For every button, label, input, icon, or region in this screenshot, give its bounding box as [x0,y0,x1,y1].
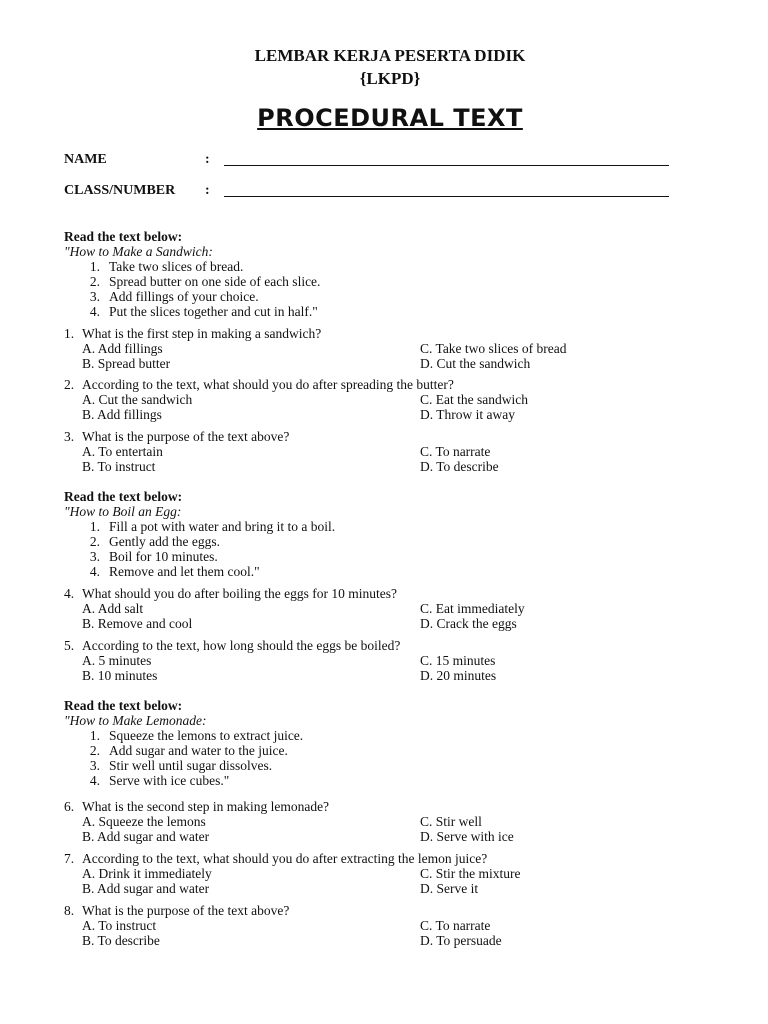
step-number: 4. [89,773,100,788]
option-a[interactable]: A. Cut the sandwich [82,392,193,407]
class-number-field-line[interactable] [224,196,669,197]
option-b[interactable]: B. Add sugar and water [82,829,210,844]
option-c[interactable]: C. Stir the mixture [420,866,521,881]
step-text: Take two slices of bread. [109,259,244,274]
option-c[interactable]: C. Eat immediately [420,601,525,616]
question-text: What is the first step in making a sandwich? [82,326,322,341]
question-number: 2. [64,377,75,392]
step-text: Serve with ice cubes." [109,773,230,788]
option-a[interactable]: A. Squeeze the lemons [82,814,206,829]
section-2-passage-title: "How to Boil an Egg: [64,504,182,519]
option-d[interactable]: D. Cut the sandwich [420,356,531,371]
option-b[interactable]: B. To describe [82,933,160,948]
question-text: According to the text, how long should the eggs be boiled? [82,638,401,653]
class-number-label: CLASS/NUMBER [64,183,176,198]
step-number: 3. [89,289,100,304]
section-3-passage-title: "How to Make Lemonade: [64,713,207,728]
step-number: 1. [89,259,100,274]
question-number: 8. [64,903,75,918]
step-text: Put the slices together and cut in half." [109,304,318,319]
header-line-1: LEMBAR KERJA PESERTA DIDIK [254,46,526,65]
section-1-passage-title: "How to Make a Sandwich: [64,244,213,259]
name-label: NAME [64,152,107,167]
page-title: PROCEDURAL TEXT [257,104,523,132]
option-c[interactable]: C. Take two slices of bread [420,341,567,356]
question-number: 3. [64,429,75,444]
option-d[interactable]: D. Serve with ice [420,829,514,844]
header-line-2: {LKPD} [359,69,421,88]
option-d[interactable]: D. To describe [420,459,499,474]
step-number: 2. [89,743,100,758]
option-a[interactable]: A. 5 minutes [82,653,152,668]
option-b[interactable]: B. Remove and cool [82,616,193,631]
step-text: Boil for 10 minutes. [109,549,218,564]
option-b[interactable]: B. To instruct [82,459,156,474]
step-text: Stir well until sugar dissolves. [109,758,273,773]
step-text: Squeeze the lemons to extract juice. [109,728,304,743]
section-3-read-label: Read the text below: [64,698,183,713]
step-text: Fill a pot with water and bring it to a boil. [109,519,336,534]
question-text: What is the second step in making lemonade? [82,799,330,814]
option-a[interactable]: A. To instruct [82,918,157,933]
option-a[interactable]: A. Drink it immediately [82,866,212,881]
option-d[interactable]: D. Throw it away [420,407,515,422]
step-number: 1. [89,519,100,534]
question-text: What is the purpose of the text above? [82,429,290,444]
step-text: Spread butter on one side of each slice. [109,274,321,289]
question-number: 6. [64,799,75,814]
option-a[interactable]: A. Add salt [82,601,144,616]
step-number: 4. [89,304,100,319]
question-text: What is the purpose of the text above? [82,903,290,918]
step-text: Gently add the eggs. [109,534,220,549]
step-number: 2. [89,534,100,549]
name-field-line[interactable] [224,165,669,166]
step-number: 2. [89,274,100,289]
class-number-colon: : [205,183,210,198]
option-c[interactable]: C. 15 minutes [420,653,496,668]
name-colon: : [205,152,210,167]
option-b[interactable]: B. Spread butter [82,356,171,371]
step-text: Add sugar and water to the juice. [109,743,288,758]
option-b[interactable]: B. Add sugar and water [82,881,210,896]
section-2-read-label: Read the text below: [64,489,183,504]
option-d[interactable]: D. To persuade [420,933,502,948]
option-d[interactable]: D. Serve it [420,881,479,896]
option-d[interactable]: D. Crack the eggs [420,616,517,631]
question-text: According to the text, what should you do after extracting the lemon juice? [82,851,488,866]
option-b[interactable]: B. 10 minutes [82,668,158,683]
step-text: Remove and let them cool." [109,564,260,579]
section-1-read-label: Read the text below: [64,229,183,244]
question-text: According to the text, what should you do after spreading the butter? [82,377,454,392]
question-number: 5. [64,638,75,653]
option-c[interactable]: C. Stir well [420,814,482,829]
step-number: 1. [89,728,100,743]
question-number: 1. [64,326,75,341]
option-a[interactable]: A. To entertain [82,444,163,459]
option-c[interactable]: C. To narrate [420,444,491,459]
step-text: Add fillings of your choice. [109,289,259,304]
question-number: 4. [64,586,75,601]
option-d[interactable]: D. 20 minutes [420,668,497,683]
step-number: 4. [89,564,100,579]
option-c[interactable]: C. Eat the sandwich [420,392,528,407]
step-number: 3. [89,549,100,564]
option-b[interactable]: B. Add fillings [82,407,162,422]
option-c[interactable]: C. To narrate [420,918,491,933]
option-a[interactable]: A. Add fillings [82,341,163,356]
question-text: What should you do after boiling the eggs for 10 minutes? [82,586,397,601]
question-number: 7. [64,851,75,866]
step-number: 3. [89,758,100,773]
